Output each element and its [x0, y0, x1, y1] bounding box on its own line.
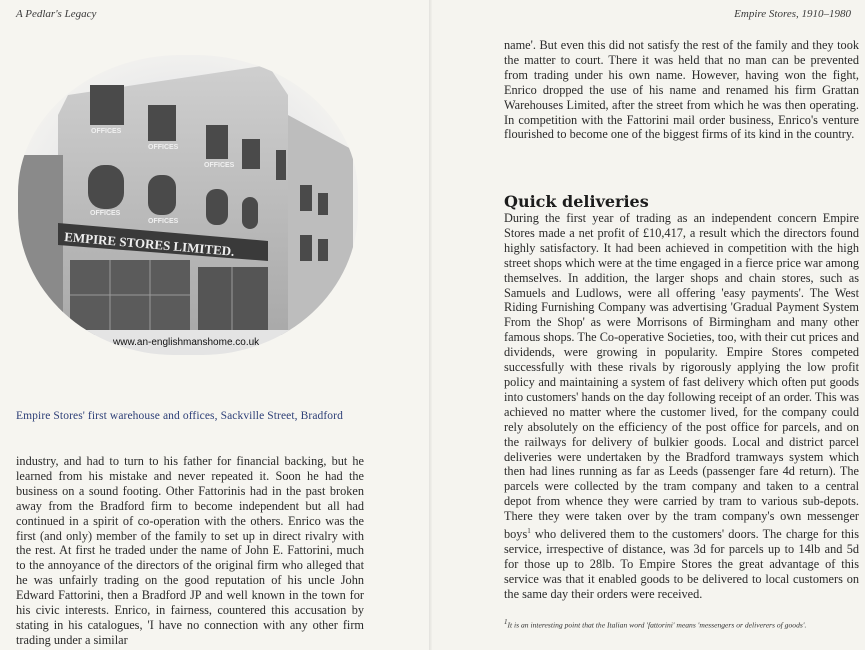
paragraph-part-2: who delivered them to the customers' doors. The charge for this service, irrespective of distance, was 3d for parcels up to 14lb and 5d for those up to 28lb. To Empire Stores the great advantage of this service was that it enabled goods to be delivered to local customers on the same day their orders were received.	[504, 527, 859, 601]
left-paragraph: industry, and had to turn to his father for financial backing, but he learned from his mistake and never repeated it. Soon he had the business on a sound footing. Other Fattorinis had in the past broken away from the Bradford firm to become independent but all had continued in a spirit of co-operation with the others. Enrico was the first (and only) member of the family to set up in direct rivalry with the rest. At first he traded under the name of John E. Fattorini, much to the annoyance of the directors of the original firm who alleged that he was unfairly trading on the good reputation of his uncle John Edward Fattorini, then a Bradford JP and well known in the town for his civic interests. Enrico, in fairness, countered this accusation by stating in his catalogues, 'I have no connection with any other firm trading under a similar	[16, 454, 364, 647]
window-label: OFFICES	[148, 144, 179, 151]
right-page	[432, 0, 865, 650]
window-label: OFFICES	[90, 210, 121, 217]
window-label: OFFICES	[204, 162, 235, 169]
warehouse-photo	[18, 55, 358, 355]
left-body-text	[16, 454, 364, 648]
right-main-paragraph	[504, 211, 859, 602]
left-page	[0, 0, 432, 650]
photo-caption: Empire Stores' first warehouse and offices, Sackville Street, Bradford	[16, 410, 343, 422]
window-label: OFFICES	[148, 218, 179, 225]
right-top-text	[504, 38, 859, 142]
footnote-text: It is an interesting point that the Italian word 'fattorini' means 'messengers or deliverers of goods'.	[507, 620, 807, 630]
right-main-text	[504, 211, 859, 602]
paragraph-part-1: During the first year of trading as an independent concern Empire Stores made a net profit of £10,417, a result which the directors found highly satisfactory. It had been achieved in competition with the high street shops which were at the time engaged in a fierce price war among themselves. In addition, the larger shops and chain stores, such as Samuels and Ludlows, were all offering 'easy payments'. The West Riding Furnishing Company was advertising 'Gradual Payment System From the Shop' as were Morrisons of Birmingham and many other famous shops. The Co-operative Societies, too, with their cut prices and dividends, were growing in popularity. Empire Stores competed successfully with these rivals by rigorously applying the low profit policy and maintaining a system of fast delivery which often put goods into customers' hands on the day following receipt of an order. This was achieved no matter where the customer lived, for the company could rely absolutely on the efficiency of the post office for parcels, and on the railways for delivery of bulkier goods. Local and district parcel deliveries were undertaken by the Bradford tramways system which then had lines running as far as Leeds (passenger fare 4d return). The parcels were collected by the tram company and taken to a central depot from whence they were carried by tram to various sub-depots. There they were taken over by the tram company's own messenger boys	[504, 211, 859, 542]
right-top-paragraph: name'. But even this did not satisfy the rest of the family and they took the matter to court. There it was held that no man can be prevented from trading under his own name. However, having won the fight, Enrico dropped the use of his name and renamed his firm Grattan Warehouses Limited, after the street from which he was then operating. In competition with the Fattorini mail order business, Enrico's venture flourished to become one of the biggest firms of its kind in the country.	[504, 38, 859, 142]
section-heading: Quick deliveries	[504, 192, 649, 211]
footnote	[504, 618, 859, 630]
shop-sign-text: EMPIRE STORES LIMITED.	[63, 229, 236, 259]
running-head-right: Empire Stores, 1910–1980	[734, 8, 851, 20]
footnote-marker: 1	[527, 527, 531, 536]
watermark-text: www.an-englishmanshome.co.uk	[113, 337, 260, 348]
window-label: OFFICES	[91, 128, 122, 135]
warehouse-illustration	[18, 55, 358, 355]
running-head-left: A Pedlar's Legacy	[16, 8, 97, 20]
footnote-number: 1	[504, 618, 508, 626]
